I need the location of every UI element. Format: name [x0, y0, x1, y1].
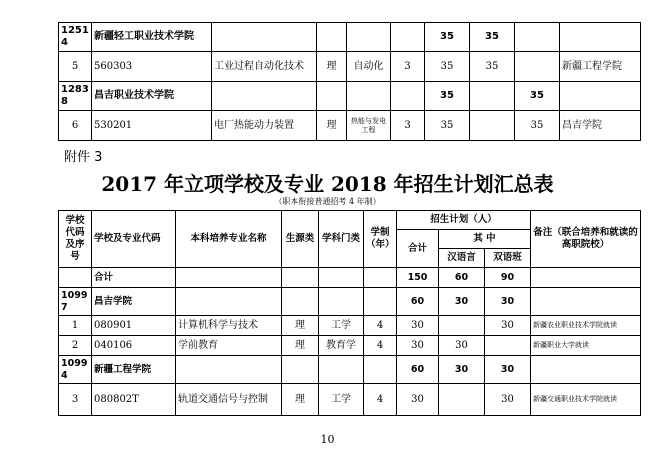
discipline-cell — [347, 23, 391, 52]
school-code: 1251 4 — [59, 23, 92, 52]
bachelor-major — [212, 82, 317, 111]
row-number: 1 — [59, 316, 92, 336]
empty-cell — [364, 268, 397, 288]
years-cell: 3 — [391, 52, 425, 82]
header-bilingual: 双语班 — [485, 249, 531, 268]
han-cell — [439, 384, 485, 416]
school-code: 1099 4 — [59, 356, 92, 384]
years-cell — [391, 82, 425, 111]
bilingual-cell — [515, 23, 560, 52]
major-code: 080802T — [92, 384, 176, 416]
note-cell: 新疆交通职业技术学院就读 — [531, 384, 641, 416]
han-cell: 60 — [439, 268, 485, 288]
header-discipline: 学科门类 — [319, 211, 364, 268]
major-code: 040106 — [92, 336, 176, 356]
years-cell — [391, 23, 425, 52]
category-cell — [282, 356, 319, 384]
major-code: 080901 — [92, 316, 176, 336]
school-name: 新疆轻工职业技术学院 — [92, 23, 212, 52]
table-row — [59, 23, 641, 52]
table-row — [59, 82, 641, 111]
row-number: 5 — [59, 52, 92, 82]
page-subtitle: （职本衔接普通招考 4 年制） — [274, 197, 381, 206]
total-cell: 35 — [425, 52, 470, 82]
table-row — [59, 288, 641, 316]
years-cell: 4 — [364, 316, 397, 336]
row-number: 6 — [59, 111, 92, 141]
discipline-cell — [319, 288, 364, 316]
discipline-cell: 自动化 — [347, 52, 391, 82]
annex-label: 附件 3 — [64, 150, 103, 165]
enrollment-plan-table — [58, 210, 641, 416]
note-cell: 新疆职业大学就读 — [531, 336, 641, 356]
header-bachelor-major: 本科培养专业名称 — [176, 211, 282, 268]
total-code-cell — [59, 268, 92, 288]
table-row — [59, 316, 641, 336]
page-title: 2017 年立项学校及专业 2018 年招生计划汇总表 — [101, 172, 554, 196]
total-cell: 60 — [397, 356, 439, 384]
table-row — [59, 336, 641, 356]
note-cell — [531, 288, 641, 316]
category-cell: 理 — [282, 336, 319, 356]
school-name: 新疆工程学院 — [92, 356, 176, 384]
bachelor-major: 计算机科学与技术 — [176, 316, 282, 336]
table-row — [59, 356, 641, 384]
bachelor-major — [176, 356, 282, 384]
header-han: 汉语言 — [439, 249, 485, 268]
header-note: 备注（联合培养和就读的高职院校） — [531, 211, 641, 268]
bachelor-major — [176, 288, 282, 316]
header-school-name: 学校及专业代码 — [92, 211, 176, 268]
discipline-cell: 热能与发电工程 — [347, 111, 391, 141]
years-cell: 4 — [364, 384, 397, 416]
bilingual-cell: 35 — [515, 82, 560, 111]
bachelor-major — [212, 23, 317, 52]
bilingual-cell: 35 — [515, 111, 560, 141]
major-code: 530201 — [92, 111, 212, 141]
han-cell: 30 — [439, 288, 485, 316]
bachelor-major: 学前教育 — [176, 336, 282, 356]
discipline-cell: 教育学 — [319, 336, 364, 356]
total-cell: 30 — [397, 316, 439, 336]
header-category: 生源类 — [282, 211, 319, 268]
han-cell: 35 — [470, 23, 515, 52]
total-cell: 60 — [397, 288, 439, 316]
empty-cell — [531, 268, 641, 288]
header-school-code: 学校代码及序号 — [59, 211, 92, 268]
table-row — [59, 52, 641, 82]
empty-cell — [319, 268, 364, 288]
note-cell — [560, 82, 641, 111]
bachelor-major: 工业过程自动化技术 — [212, 52, 317, 82]
bilingual-cell: 30 — [485, 316, 531, 336]
han-cell: 35 — [470, 52, 515, 82]
category-cell: 理 — [282, 384, 319, 416]
han-cell: 30 — [439, 336, 485, 356]
empty-cell — [176, 268, 282, 288]
total-cell: 35 — [425, 111, 470, 141]
total-cell: 30 — [397, 336, 439, 356]
han-cell — [439, 316, 485, 336]
previous-page-table — [58, 22, 641, 141]
page-number: 10 — [320, 433, 335, 446]
bilingual-cell: 90 — [485, 268, 531, 288]
school-code: 1099 7 — [59, 288, 92, 316]
table-row — [59, 384, 641, 416]
discipline-cell — [319, 356, 364, 384]
discipline-cell: 工学 — [319, 316, 364, 336]
han-cell — [470, 82, 515, 111]
school-name: 昌吉学院 — [92, 288, 176, 316]
han-cell: 30 — [439, 356, 485, 384]
total-cell: 35 — [425, 23, 470, 52]
header-years: 学制（年） — [364, 211, 397, 268]
bilingual-cell: 30 — [485, 384, 531, 416]
header-total: 合计 — [397, 230, 439, 268]
category-cell — [317, 23, 347, 52]
category-cell: 理 — [317, 111, 347, 141]
header-enrollment-plan: 招生计划（人） — [397, 211, 531, 230]
years-cell: 4 — [364, 336, 397, 356]
school-name: 昌吉职业技术学院 — [92, 82, 212, 111]
years-cell: 3 — [391, 111, 425, 141]
total-cell: 35 — [425, 82, 470, 111]
discipline-cell: 工学 — [319, 384, 364, 416]
category-cell — [317, 82, 347, 111]
bachelor-major: 电厂热能动力装置 — [212, 111, 317, 141]
bilingual-cell: 30 — [485, 356, 531, 384]
note-cell — [560, 23, 641, 52]
han-cell — [470, 111, 515, 141]
category-cell: 理 — [317, 52, 347, 82]
school-code: 1283 8 — [59, 82, 92, 111]
note-cell: 昌吉学院 — [560, 111, 641, 141]
bachelor-major: 轨道交通信号与控制 — [176, 384, 282, 416]
total-cell: 150 — [397, 268, 439, 288]
table-row — [59, 111, 641, 141]
note-cell: 新疆工程学院 — [560, 52, 641, 82]
bilingual-cell — [485, 336, 531, 356]
years-cell — [364, 288, 397, 316]
years-cell — [364, 356, 397, 384]
total-cell: 30 — [397, 384, 439, 416]
note-cell — [531, 356, 641, 384]
bilingual-cell: 30 — [485, 288, 531, 316]
header-row — [59, 211, 641, 230]
category-cell — [282, 288, 319, 316]
note-cell: 新疆农业职业技术学院就读 — [531, 316, 641, 336]
discipline-cell — [347, 82, 391, 111]
row-number: 3 — [59, 384, 92, 416]
empty-cell — [282, 268, 319, 288]
total-label: 合计 — [92, 268, 176, 288]
category-cell: 理 — [282, 316, 319, 336]
total-row — [59, 268, 641, 288]
major-code: 560303 — [92, 52, 212, 82]
bilingual-cell — [515, 52, 560, 82]
header-of-which: 其 中 — [439, 230, 531, 249]
row-number: 2 — [59, 336, 92, 356]
